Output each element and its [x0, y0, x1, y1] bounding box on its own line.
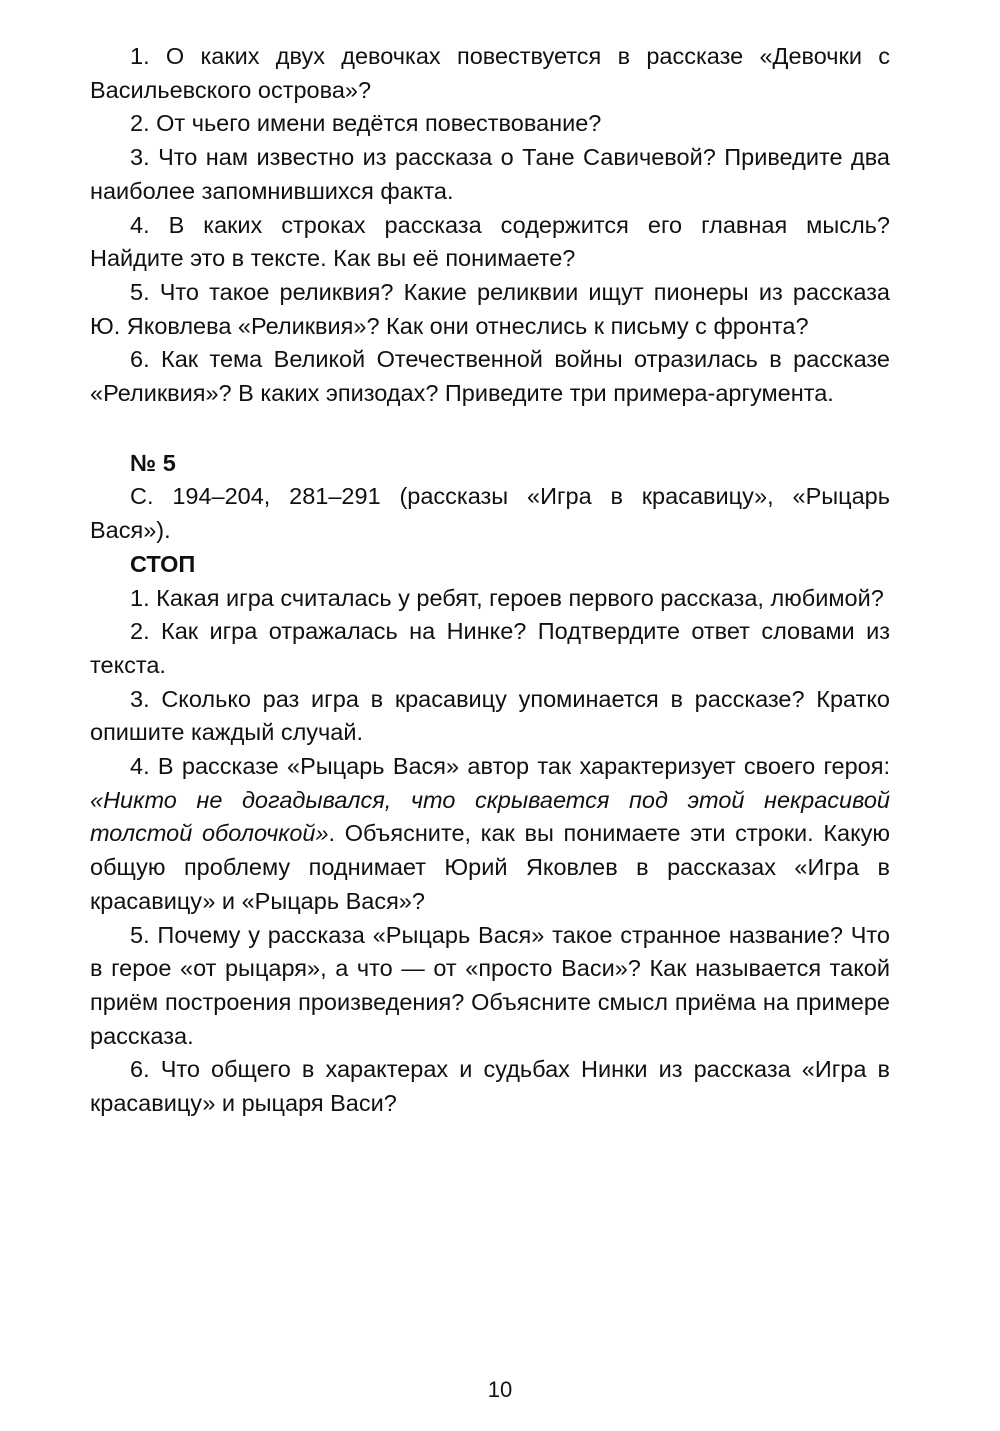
question-5-4-start: 4. В рассказе «Рыцарь Вася» автор так характеризует своего героя:	[130, 753, 890, 780]
question-5-6: 6. Что общего в характерах и судьбах Нинки из рассказа «Игра в красавицу» и рыцаря Васи?	[90, 1056, 890, 1117]
question-4-6: 6. Как тема Великой Отечественной войны отразилась в рассказе «Реликвия»? В каких эпизодах? Приведите три примера-аргумента.	[90, 346, 890, 407]
section-pages: С. 194–204, 281–291 (рассказы «Игра в красавицу», «Рыцарь Вася»).	[90, 483, 890, 544]
question-5-2: 2. Как игра отражалась на Нинке? Подтвердите ответ словами из текста.	[90, 618, 890, 678]
question-4-1: 1. О каких двух девочках повествуется в рассказе «Девочки с Васильевского острова»?	[90, 43, 890, 103]
page-number: 10	[487, 1377, 513, 1402]
question-5-5: 5. Почему у рассказа «Рыцарь Вася» такое странное название? Что в герое «от рыцаря», а что — от «просто Васи»? Как называется такой приём построения произведения? Объясните смысл приёма на примере рассказа.	[90, 921, 890, 1049]
section-spacer	[90, 411, 890, 447]
question-4-5: 5. Что такое реликвия? Какие реликвии ищут пионеры из рассказа Ю. Яковлева «Реликвия»? Как они отнеслись к письму с фронта?	[90, 278, 890, 339]
question-5-4-end: . Объясните, как вы понимаете эти строки. Какую общую проблему поднимает Юрий Яковлев в рассказах «Игра в красавицу» и «Рыцарь Вася»?	[90, 820, 890, 914]
question-5-3: 3. Сколько раз игра в красавицу упоминается в рассказе? Кратко опишите каждый случай.	[90, 685, 890, 746]
page-content	[90, 40, 890, 1121]
question-4-2: 2. От чьего имени ведётся повествование?	[130, 110, 602, 137]
stop-heading: СТОП	[130, 550, 196, 577]
section-number: № 5	[130, 449, 176, 476]
question-5-4	[90, 750, 890, 919]
question-5-4-quote: «Никто не догадывался, что скрывается под этой некрасивой толстой оболочкой»	[90, 786, 890, 847]
question-4-3: 3. Что нам известно из рассказа о Тане Савичевой? Приведите два наиболее запомнившихся факта.	[90, 144, 890, 204]
question-4-4: 4. В каких строках рассказа содержится его главная мысль? Найдите это в тексте. Как вы её понимаете?	[90, 211, 890, 272]
question-5-1: 1. Какая игра считалась у ребят, героев первого рассказа, любимой?	[130, 584, 884, 611]
